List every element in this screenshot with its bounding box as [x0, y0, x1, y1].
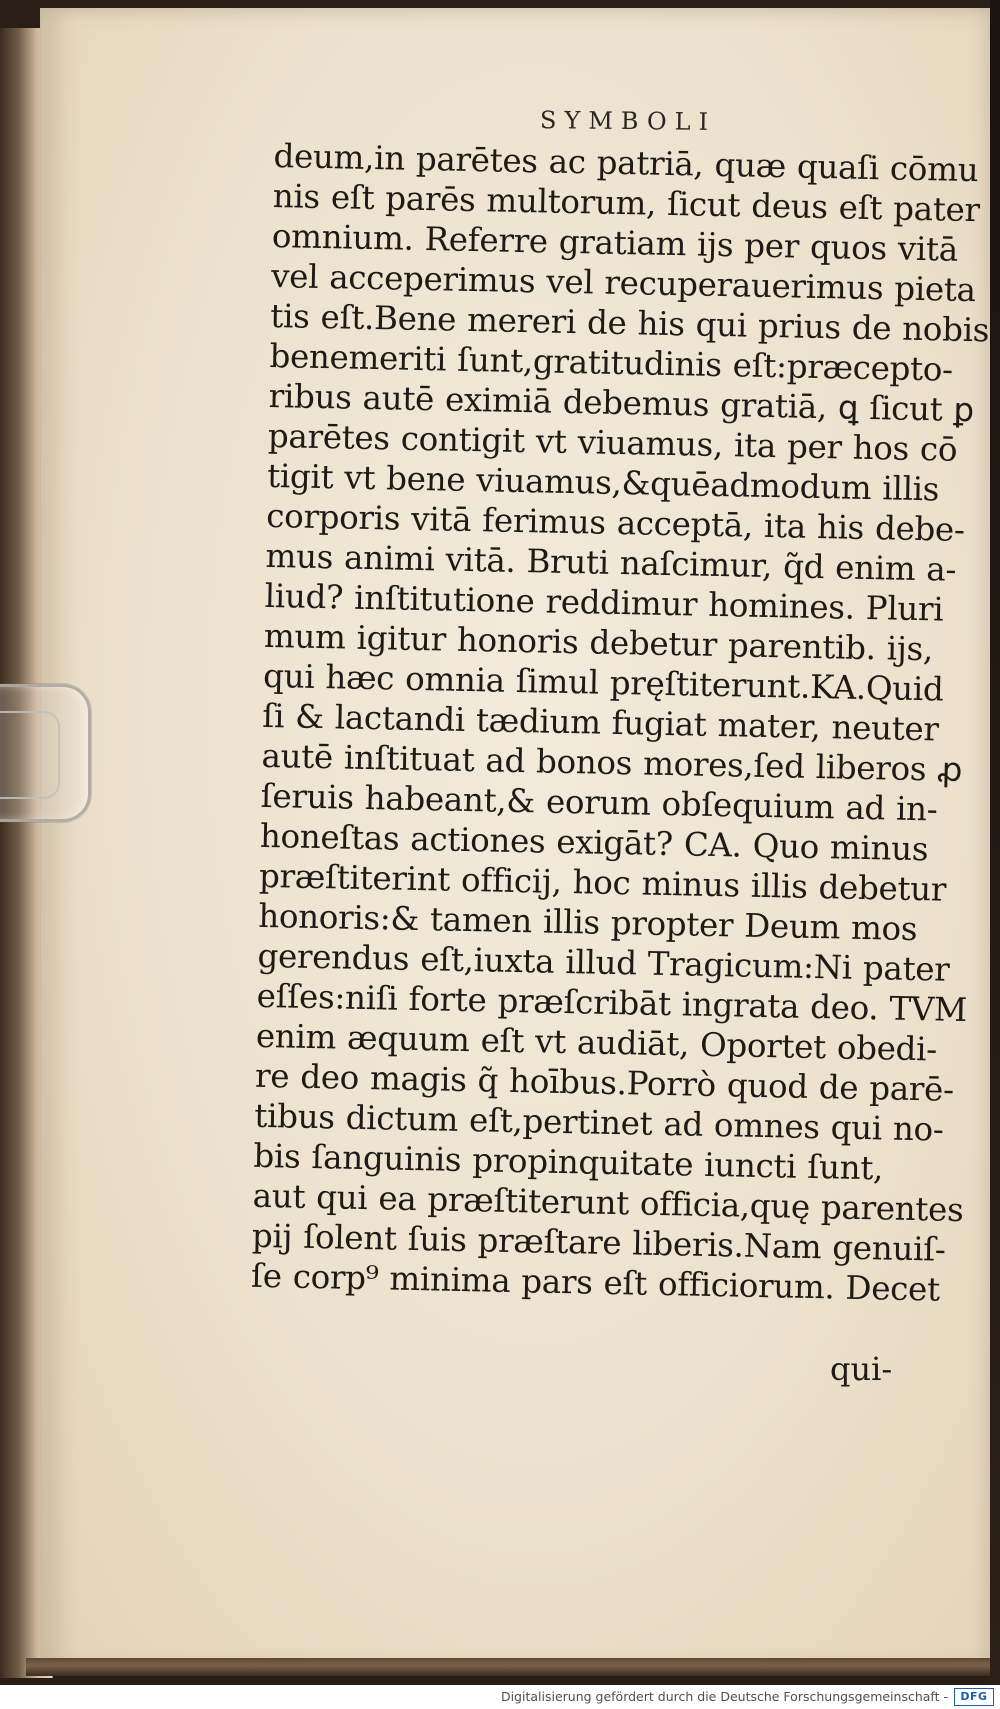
- text-line: honoris:& tamen illis propter Deum mos: [257, 896, 918, 949]
- text-line: nis eſt parēs multorum, ſicut deus eſt pater: [272, 176, 981, 230]
- text-line: mum igitur honoris debetur parentib. ijs,: [263, 616, 934, 669]
- text-line: honeſtas actiones exigāt? CA. Quo minus: [259, 816, 929, 869]
- footer-credit: Digitalisierung gefördert durch die Deutsche Forschungsgemeinschaft -: [500, 1689, 948, 1704]
- text-line: ſe corp⁹ minima pars eſt officiorum. Decet: [250, 1256, 941, 1309]
- text-line: enim æquum eſt vt audiāt, Oportet obedi-: [255, 1016, 938, 1069]
- text-line: qui hæc omnia ſimul pręſtiterunt.KA.Quid: [262, 656, 944, 709]
- text-line: corporis vitā ferimus acceptā, ita his debe-: [265, 496, 965, 549]
- text-line: ſeruis habeant,& eorum obſequium ad in-: [260, 776, 938, 829]
- text-line: deum,in parētes ac patriā, quæ quaſi cōmu: [273, 136, 979, 190]
- text-line: ſi & lactandi tædium fugiat mater, neuter: [261, 696, 940, 749]
- text-line: ribus autē eximiā debemus gratiā, ꝗ ſicut ꝑ: [268, 376, 975, 430]
- catchword: qui-: [830, 1350, 893, 1388]
- text-line: liud? inſtitutione reddimur homines. Pluri: [264, 576, 944, 629]
- running-header: SYMBOLI: [539, 106, 717, 136]
- text-line: pij ſolent ſuis præſtare liberis.Nam genuiſ-: [251, 1216, 946, 1269]
- page-stack-right-edge: [990, 0, 1000, 1685]
- text-line: tibus dictum eſt,pertinet ad omnes qui no-: [253, 1096, 944, 1149]
- text-line: re deo magis q̃ hoībus.Porrò quod de parē-: [254, 1056, 955, 1109]
- footer-bar: [0, 1685, 1000, 1709]
- body-text: [250, 136, 990, 1310]
- text-line: præſtiterint officij, hoc minus illis debetur: [258, 856, 947, 909]
- page-clip: [0, 684, 91, 822]
- text-line: benemeriti ſunt,gratitudinis eſt:præcepto-: [269, 336, 954, 389]
- text-line: bis ſanguinis propinquitate iuncti ſunt,: [253, 1136, 884, 1188]
- text-line: vel acceperimus vel recuperauerimus pieta: [270, 256, 977, 310]
- dfg-logo: DFG: [954, 1688, 994, 1706]
- text-line: tigit vt bene viuamus,&quēadmodum illis: [266, 456, 940, 509]
- text-line: tis eſt.Bene mereri de his qui prius de nobis: [270, 296, 990, 350]
- page-clip-inner: [0, 711, 60, 799]
- page-stack-bottom-edge: [26, 1658, 996, 1676]
- text-line: eſſes:niſi forte præſcribāt ingrata deo. TVM: [256, 976, 968, 1030]
- text-line: gerendus eſt,iuxta illud Tragicum:Ni pater: [257, 936, 950, 989]
- text-line: aut qui ea præſtiterunt officia,quę parentes: [252, 1176, 964, 1230]
- text-line: parētes contigit vt viuamus, ita per hos cō: [267, 416, 958, 469]
- text-line: omnium. Referre gratiam ijs per quos vitā: [271, 216, 959, 269]
- text-line: autē inſtituat ad bonos mores,ſed liberos ꝓ: [261, 736, 963, 789]
- text-line: mus animi vitā. Bruti naſcimur, q̃d enim a-: [265, 536, 957, 589]
